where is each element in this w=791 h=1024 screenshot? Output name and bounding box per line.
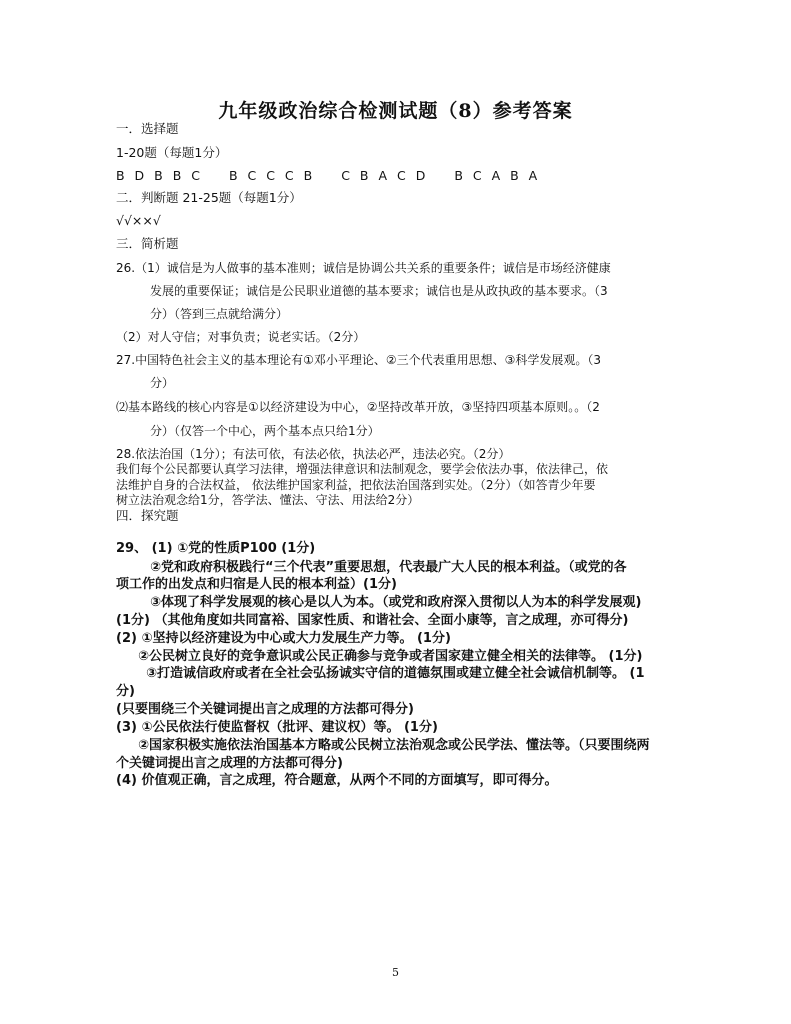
- q29-line8: ③打造诚信政府或者在全社会弘扬诚实守信的道德氛围或建立健全社会诚信机制等。 (1: [146, 666, 645, 681]
- q28-line1: 28.依法治国（1分）；有法可依，有法必依，执法必严，违法必究。（2分）: [116, 447, 511, 461]
- q29-line14: (4) 价值观正确，言之成理，符合题意，从两个不同的方面填写，即可得分。: [116, 773, 558, 788]
- q28-line4: 树立法治观念给1分，答学法、懂法、守法、用法给2分）: [116, 493, 420, 507]
- section2-marks: √√××√: [116, 213, 161, 228]
- q27-part2-line1: ⑵基本路线的核心内容是①以经济建设为中心，②坚持改革开放，③坚持四项基本原则。。（2: [116, 400, 600, 414]
- answer-group-1: B D B B C: [116, 168, 203, 183]
- q26-part1-line1: 26.（1）诚信是为人做事的基本准则；诚信是协调公共关系的重要条件；诚信是市场经济健康: [116, 261, 611, 275]
- section4-heading: 四．探究题: [116, 508, 179, 523]
- q27-part2-line2: 分）（仅答一个中心，两个基本点只给1分）: [150, 424, 380, 438]
- q27-part1-line1: 27.中国特色社会主义的基本理论有①邓小平理论、②三个代表重用思想、③科学发展观。（3: [116, 353, 601, 367]
- answer-group-3: C B A C D: [341, 168, 429, 183]
- q28-line2: 我们每个公民都要认真学习法律，增强法律意识和法制观念，要学会依法办事，依法律己，依: [116, 462, 609, 476]
- q29-line4: ③体现了科学发展观的核心是以人为本。（或党和政府深入贯彻以人为本的科学发展观): [150, 595, 642, 610]
- q29-line12: ②国家积极实施依法治国基本方略或公民树立法治观念或公民学法、懂法等。（只要围绕两: [138, 738, 650, 753]
- document-title: 九年级政治综合检测试题（8）参考答案: [218, 100, 573, 122]
- page-number: 5: [392, 966, 399, 979]
- q29-line6: (2) ①坚持以经济建设为中心或大力发展生产力等。 (1分): [116, 631, 451, 646]
- q26-part1-line2: 发展的重要保证；诚信是公民职业道德的基本要求；诚信也是从政执政的基本要求。（3: [150, 284, 608, 298]
- q27-part1-line2: 分）: [150, 376, 175, 390]
- q29-line13: 个关键词提出言之成理的方法都可得分): [116, 756, 343, 771]
- answer-group-2: B C C C B: [228, 168, 316, 183]
- q29-line10: (只要围绕三个关键词提出言之成理的方法都可得分): [116, 702, 414, 717]
- q29-line3: 项工作的出发点和归宿是人民的根本利益）(1分): [116, 577, 397, 592]
- q28-line3: 法维护自身的合法权益， 依法维护国家利益，把依法治国落到实处。（2分）（如答青少年要: [116, 478, 596, 492]
- section3-heading: 三．简析题: [116, 236, 179, 251]
- q26-part2: （2）对人守信；对事负责；说老实话。（2分）: [116, 330, 366, 344]
- section2-heading: 二．判断题 21-25题（每题1分）: [116, 190, 302, 205]
- q29-line7: ②公民树立良好的竞争意识或公民正确参与竞争或者国家建立健全相关的法律等。 (1分): [138, 649, 643, 664]
- answer-group-4: B C A B A: [454, 168, 541, 183]
- section1-range: 1-20题（每题1分）: [116, 145, 228, 160]
- section1-heading: 一．选择题: [116, 121, 179, 136]
- q29-line1: 29、 (1) ①党的性质P100 (1分): [116, 541, 316, 556]
- q29-line2: ②党和政府积极践行“三个代表”重要思想，代表最广大人民的根本利益。（或党的各: [150, 560, 627, 575]
- q29-line5: (1分) （其他角度如共同富裕、国家性质、和谐社会、全面小康等，言之成理，亦可得分): [116, 613, 629, 628]
- q29-line9: 分): [116, 684, 135, 699]
- q29-line11: (3) ①公民依法行使监督权（批评、建议权）等。 (1分): [116, 720, 438, 735]
- q26-part1-line3: 分）（答到三点就给满分）: [150, 307, 289, 321]
- section1-answers: [116, 168, 540, 184]
